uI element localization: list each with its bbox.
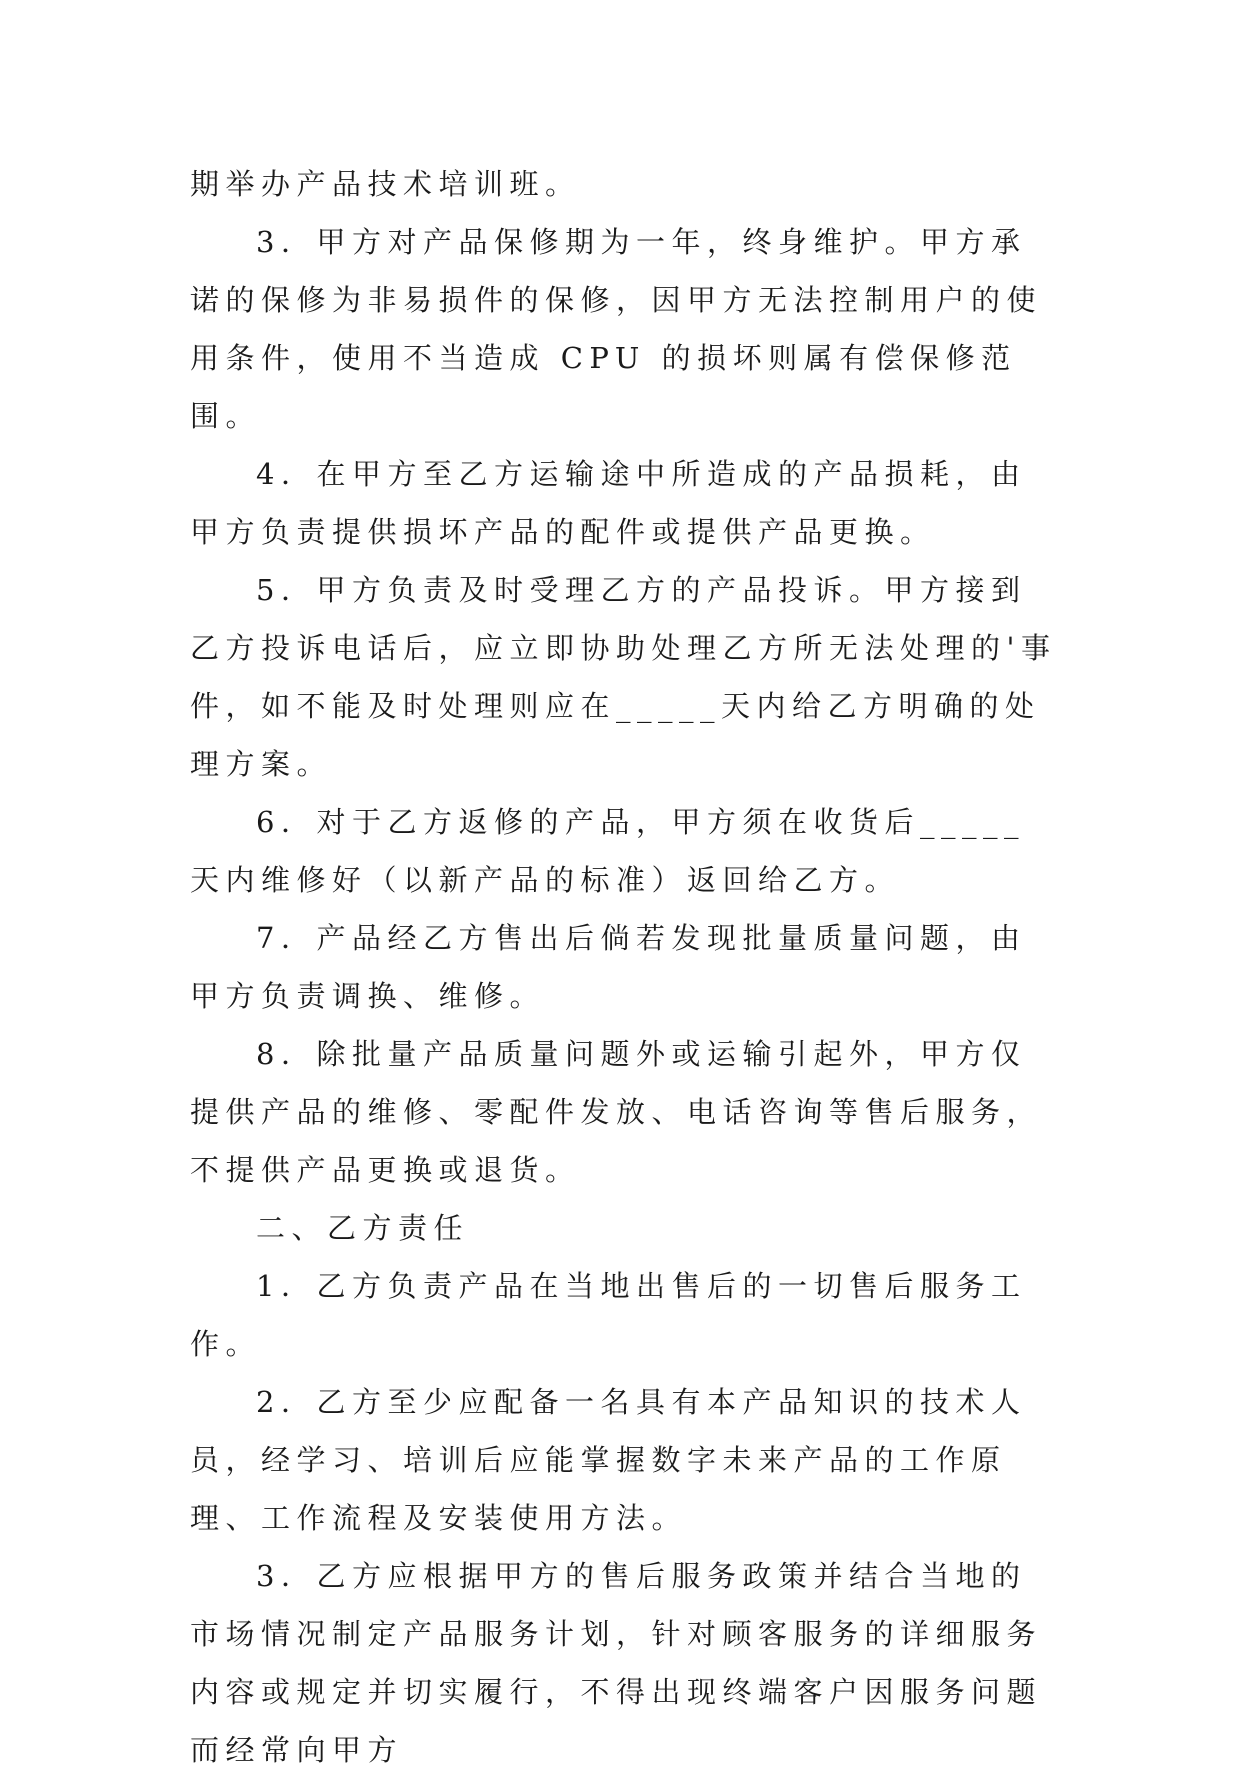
- paragraph-clause-1-6: 6．对于乙方返修的产品，甲方须在收货后_____天内维修好（以新产品的标准）返回给乙方。: [190, 805, 1025, 897]
- paragraph-clause-2-3: 3．乙方应根据甲方的售后服务政策并结合当地的市场情况制定产品服务计划，针对顾客服务的详细服务内容或规定并切实履行，不得出现终端客户因服务问题而经常向甲方: [190, 1559, 1043, 1767]
- document-body: [190, 155, 1060, 1779]
- paragraph-continuation: 期举办产品技术培训班。: [190, 167, 581, 201]
- section-heading: 二、乙方责任: [256, 1211, 470, 1245]
- paragraph-clause-1-3: 3．甲方对产品保修期为一年，终身维护。甲方承诺的保修为非易损件的保修，因甲方无法控制用户的使用条件，使用不当造成 CPU 的损坏则属有偿保修范围。: [190, 225, 1043, 433]
- paragraph-clause-1-7: 7．产品经乙方售出后倘若发现批量质量问题，由甲方负责调换、维修。: [190, 921, 1027, 1013]
- paragraph-clause-1-8: 8．除批量产品质量问题外或运输引起外，甲方仅提供产品的维修、零配件发放、电话咨询等售后服务，不提供产品更换或退货。: [190, 1037, 1043, 1187]
- paragraph-clause-2-1: 1．乙方负责产品在当地出售后的一切售后服务工作。: [190, 1269, 1027, 1361]
- paragraph-clause-2-2: 2．乙方至少应配备一名具有本产品知识的技术人员，经学习、培训后应能掌握数字未来产品的工作原理、工作流程及安装使用方法。: [190, 1385, 1027, 1535]
- paragraph-clause-1-4: 4．在甲方至乙方运输途中所造成的产品损耗，由甲方负责提供损坏产品的配件或提供产品更换。: [190, 457, 1027, 549]
- paragraph-clause-1-5: 5．甲方负责及时受理乙方的产品投诉。甲方接到乙方投诉电话后，应立即协助处理乙方所无法处理的'事件，如不能及时处理则应在_____天内给乙方明确的处理方案。: [190, 573, 1057, 781]
